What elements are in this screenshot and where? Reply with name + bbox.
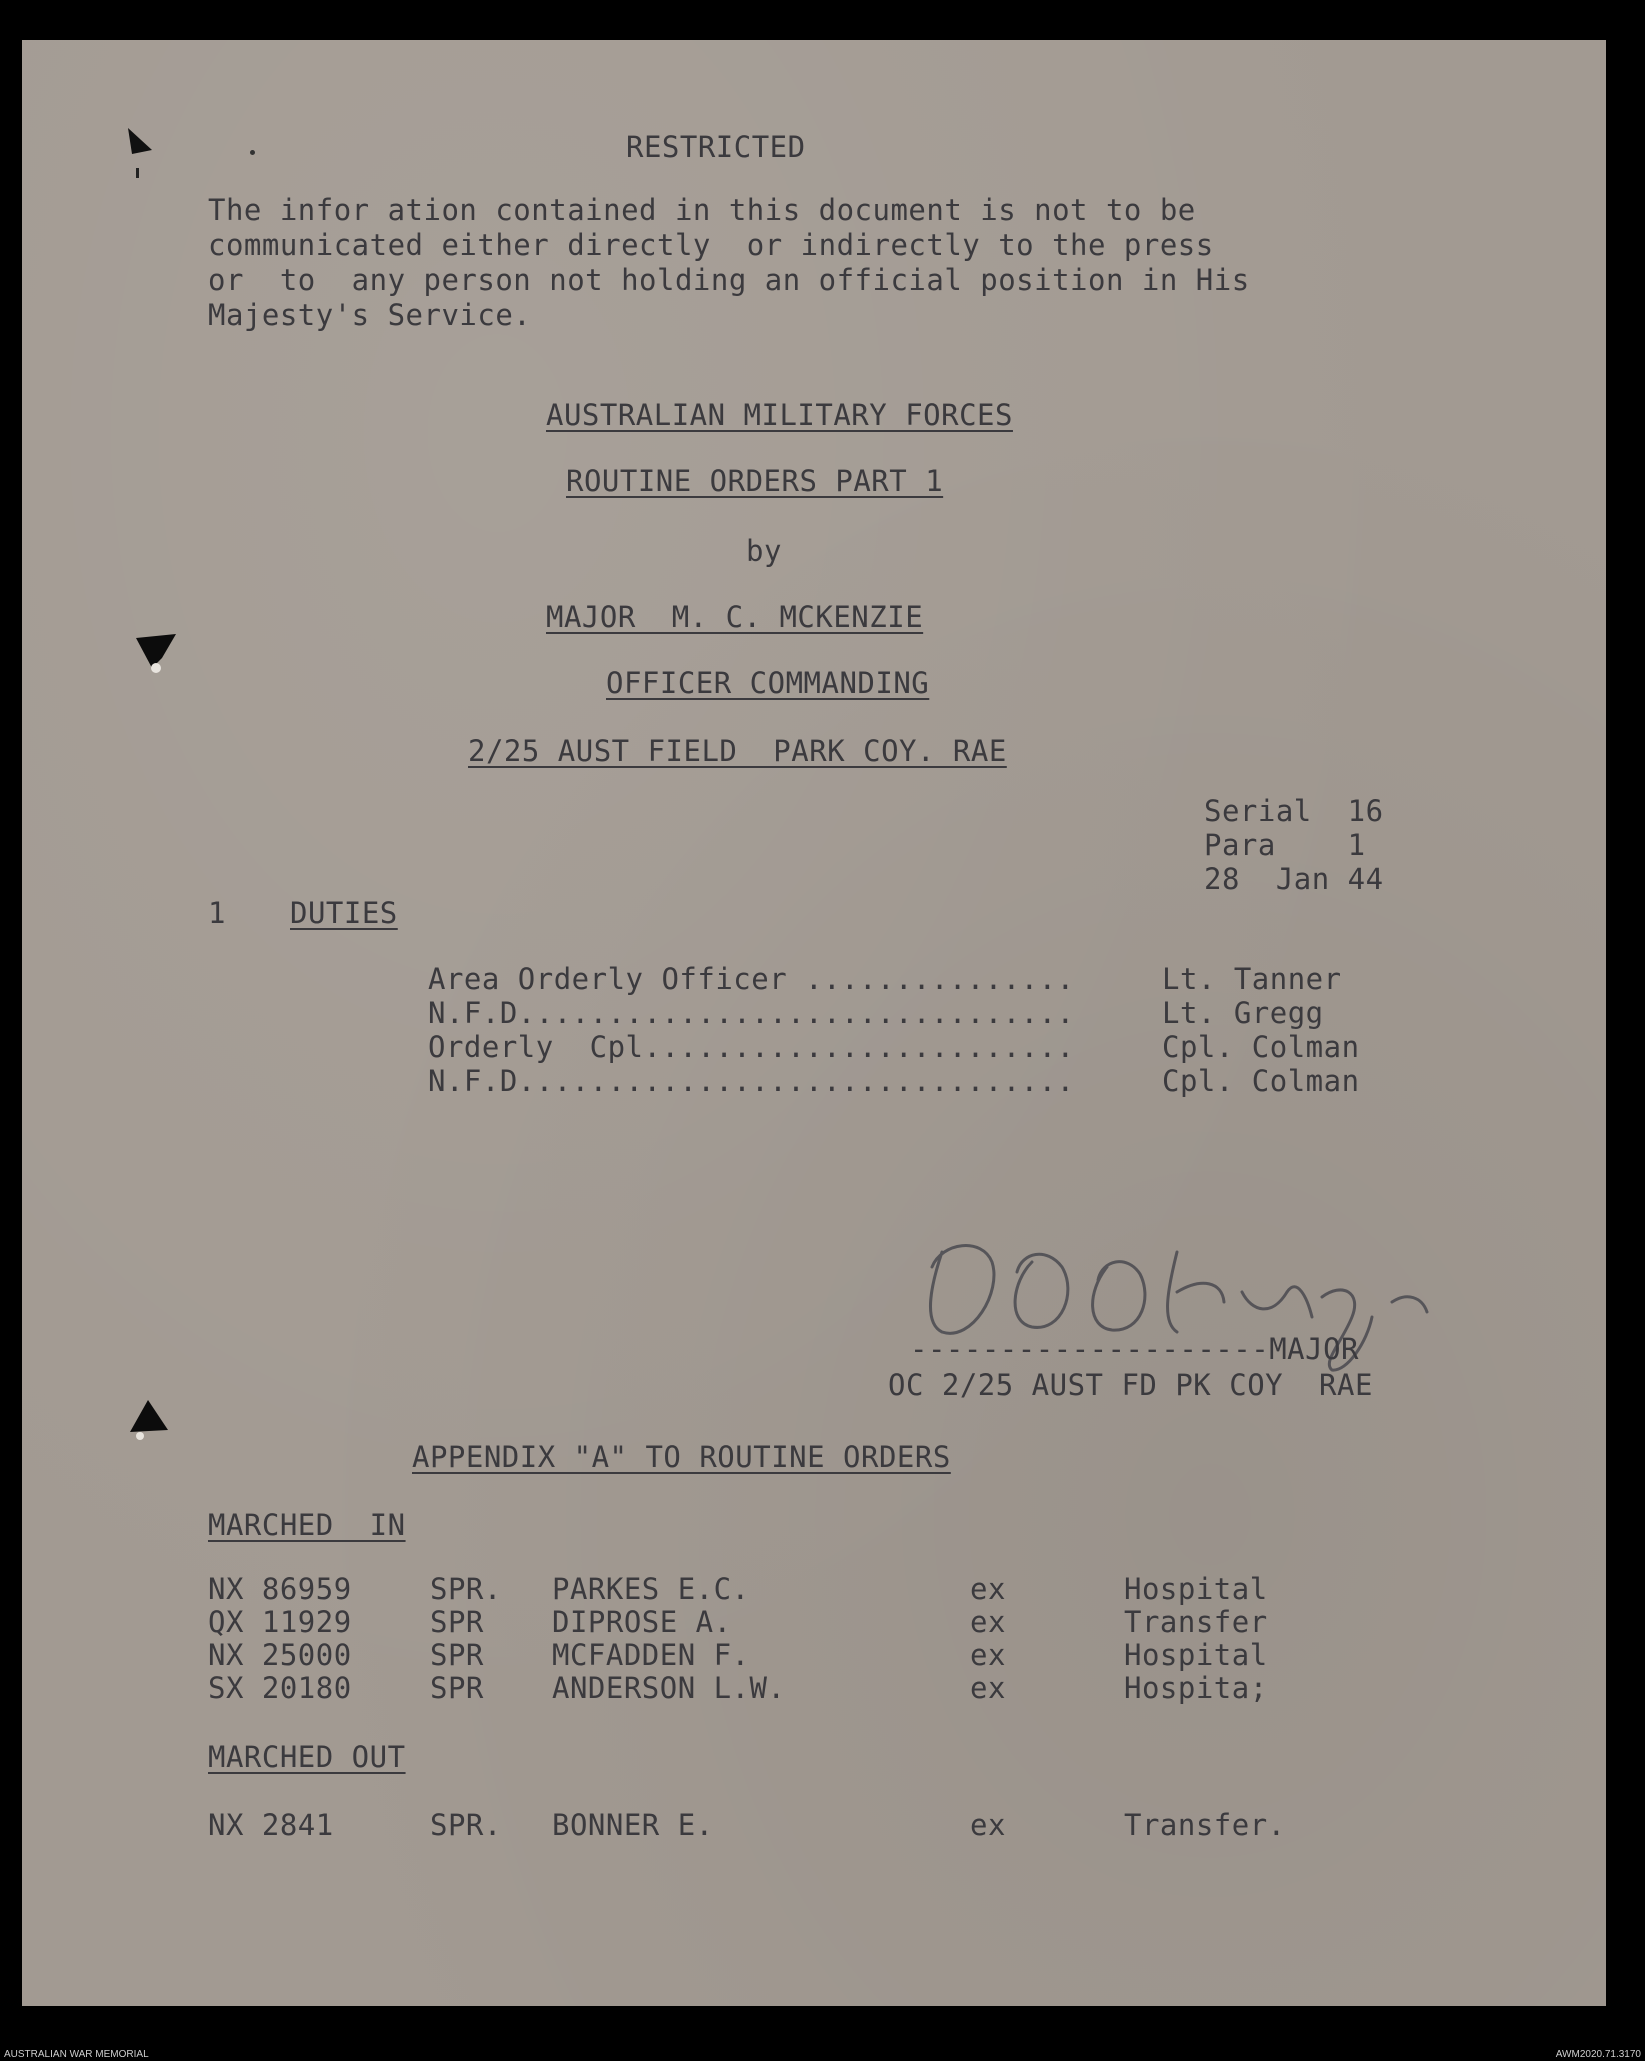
signature-unit: OC 2/25 AUST FD PK COY RAE bbox=[888, 1368, 1373, 1402]
duty-name: Lt. Tanner bbox=[1162, 962, 1342, 996]
service-number: NX 25000 bbox=[208, 1638, 352, 1672]
title-unit: 2/25 AUST FIELD PARK COY. RAE bbox=[468, 734, 1007, 768]
origin: Hospital bbox=[1124, 1638, 1268, 1672]
duties-number: 1 bbox=[208, 896, 226, 930]
reference-serial: Serial 16 bbox=[1204, 794, 1384, 828]
duty-role: N.F.D............................... bbox=[428, 1064, 1075, 1098]
ex-label: ex bbox=[970, 1671, 1006, 1705]
duties-heading: DUTIES bbox=[290, 896, 398, 930]
punch-mark-top bbox=[122, 124, 162, 184]
ex-label: ex bbox=[970, 1638, 1006, 1672]
title-commander: MAJOR M. C. MCKENZIE bbox=[546, 600, 924, 634]
rank: SPR. bbox=[430, 1572, 502, 1606]
footer-archive-name: AUSTRALIAN WAR MEMORIAL bbox=[4, 2049, 149, 2060]
person-name: MCFADDEN F. bbox=[552, 1638, 750, 1672]
rank: SPR bbox=[430, 1671, 484, 1705]
person-name: PARKES E.C. bbox=[552, 1572, 750, 1606]
marched-in-heading: MARCHED IN bbox=[208, 1508, 406, 1542]
title-forces: AUSTRALIAN MILITARY FORCES bbox=[546, 398, 1013, 432]
duty-role: N.F.D............................... bbox=[428, 996, 1075, 1030]
appendix-title: APPENDIX "A" TO ROUTINE ORDERS bbox=[412, 1440, 951, 1474]
notice-line-1: The infor ation contained in this document is not to be bbox=[208, 193, 1196, 227]
origin: Hospital bbox=[1124, 1572, 1268, 1606]
title-by: by bbox=[746, 534, 782, 568]
service-number: SX 20180 bbox=[208, 1671, 352, 1705]
duty-name: Cpl. Colman bbox=[1162, 1030, 1360, 1064]
ex-label: ex bbox=[970, 1572, 1006, 1606]
duty-role: Area Orderly Officer ............... bbox=[428, 962, 1075, 996]
origin: Hospita; bbox=[1124, 1671, 1268, 1705]
title-routine-orders: ROUTINE ORDERS PART 1 bbox=[566, 464, 944, 498]
reference-date: 28 Jan 44 bbox=[1204, 862, 1384, 896]
document-page bbox=[22, 40, 1606, 2006]
notice-line-2: communicated either directly or indirectly to the press bbox=[208, 228, 1214, 262]
reference-para: Para 1 bbox=[1204, 828, 1366, 862]
origin: Transfer bbox=[1124, 1605, 1268, 1639]
rank: SPR bbox=[430, 1638, 484, 1672]
punch-hole-middle bbox=[132, 626, 182, 676]
service-number: NX 86959 bbox=[208, 1572, 352, 1606]
person-name: DIPROSE A. bbox=[552, 1605, 732, 1639]
notice-line-4: Majesty's Service. bbox=[208, 298, 532, 332]
title-officer-commanding: OFFICER COMMANDING bbox=[606, 666, 930, 700]
notice-line-3: or to any person not holding an official position in His bbox=[208, 263, 1250, 297]
rank: SPR bbox=[430, 1605, 484, 1639]
origin: Transfer. bbox=[1124, 1808, 1286, 1842]
person-name: ANDERSON L.W. bbox=[552, 1671, 786, 1705]
footer-accession-number: AWM2020.71.3170 bbox=[1555, 2049, 1641, 2060]
rank: SPR. bbox=[430, 1808, 502, 1842]
service-number: NX 2841 bbox=[208, 1808, 334, 1842]
ink-dot bbox=[250, 150, 255, 155]
marched-out-heading: MARCHED OUT bbox=[208, 1740, 406, 1774]
service-number: QX 11929 bbox=[208, 1605, 352, 1639]
duty-name: Lt. Gregg bbox=[1162, 996, 1324, 1030]
signature-line: --------------------MAJOR bbox=[910, 1332, 1359, 1366]
person-name: BONNER E. bbox=[552, 1808, 714, 1842]
duty-name: Cpl. Colman bbox=[1162, 1064, 1360, 1098]
ex-label: ex bbox=[970, 1605, 1006, 1639]
ex-label: ex bbox=[970, 1808, 1006, 1842]
duty-role: Orderly Cpl........................ bbox=[428, 1030, 1075, 1064]
punch-hole-bottom bbox=[122, 1394, 172, 1444]
classification-label: RESTRICTED bbox=[626, 130, 806, 164]
